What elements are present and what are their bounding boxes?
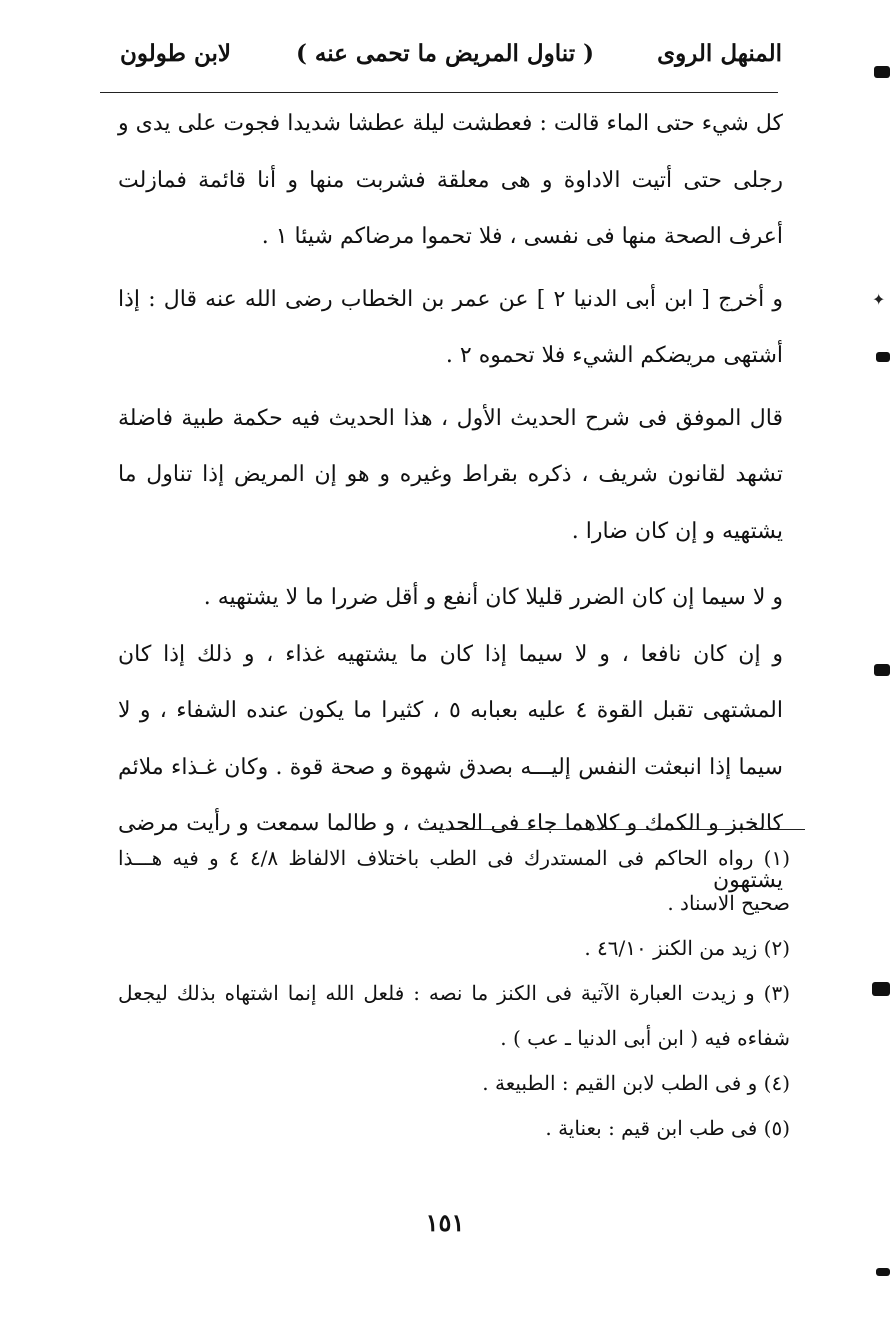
paragraph: و إن كان نافعا ، و لا سيما إذا كان ما يشتهيه غذاء ، و ذلك إذا كان المشتهى تقبل القوة ٤ عليه بعبابه ٥ ، كثيرا ما يكون عنده الشفاء ، و لا سيما إذا انبعثت النفس إليـــه بصدق شهوة و صحة قوة . وكان غـذاء ملائم كالخبز و الكمك و كلاهما جاء فى الحديث ، و طالما سمعت و رأيت مرضى يشتهون (118, 641, 783, 893)
footnote: (٥) فى طب ابن قيم : بعناية . (545, 1116, 790, 1140)
footnote: (٣) و زيدت العبارة الآتية فى الكنز ما نصه : فلعل الله إنما اشتهاه بذلك ليجعل شفاءه فيه ( ابن أبى الدنيا ـ عب ) . (118, 981, 790, 1050)
scan-mark (876, 352, 890, 362)
paragraph: و أخرج [ ابن أبى الدنيا ٢ ] عن عمر بن الخطاب رضى الله عنه قال : إذا أشتهى مريضكم الشيء فلا تحموه ٢ . (118, 286, 783, 368)
footnotes (118, 836, 790, 1151)
footnote-rule (420, 829, 805, 830)
scan-speck: ✦ (872, 290, 886, 309)
running-header (100, 40, 790, 80)
scan-mark (876, 1268, 890, 1276)
scan-mark (872, 982, 890, 996)
header-rule (100, 92, 778, 93)
footnote: (٢) زيد من الكنز ٤٦/١٠ . (584, 936, 790, 960)
scan-mark (874, 664, 890, 676)
footnote: (٤) و فى الطب لابن القيم : الطبيعة . (482, 1071, 790, 1095)
footnote: (١) رواه الحاكم فى المستدرك فى الطب باختلاف الالفاظ ٤/٨ ٤ و فيه هـــذا صحيح الاسناد . (118, 846, 791, 915)
paragraph: كل شيء حتى الماء قالت : فعطشت ليلة عطشا شديدا فجوت على يدى و رجلى حتى أتيت الاداوة و هى معلقة فشربت منها و أنا قائمة فمازلت أعرف الصحة منها فى نفسى ، فلا تحموا مرضاكم شيئا ١ . (118, 111, 783, 249)
paragraph: قال الموفق فى شرح الحديث الأول ، هذا الحديث فيه حكمة طبية فاضلة تشهد لقانون شريف ، ذكره بقراط وغيره و هو إن المريض إذا تناول ما يشتهيه و إن كان ضارا . (118, 405, 783, 544)
header-chapter-title: ( تناول المريض ما تحمى عنه ) (296, 40, 594, 67)
main-text (118, 96, 783, 909)
paragraph: و لا سيما إن كان الضرر قليلا كان أنفع و أقل ضررا ما لا يشتهيه . (203, 585, 783, 610)
header-author: لابن طولون (120, 40, 232, 67)
page-number: ١٥١ (425, 1208, 465, 1237)
header-book-title: المنهل الروى (657, 40, 782, 67)
scan-mark (874, 66, 890, 78)
